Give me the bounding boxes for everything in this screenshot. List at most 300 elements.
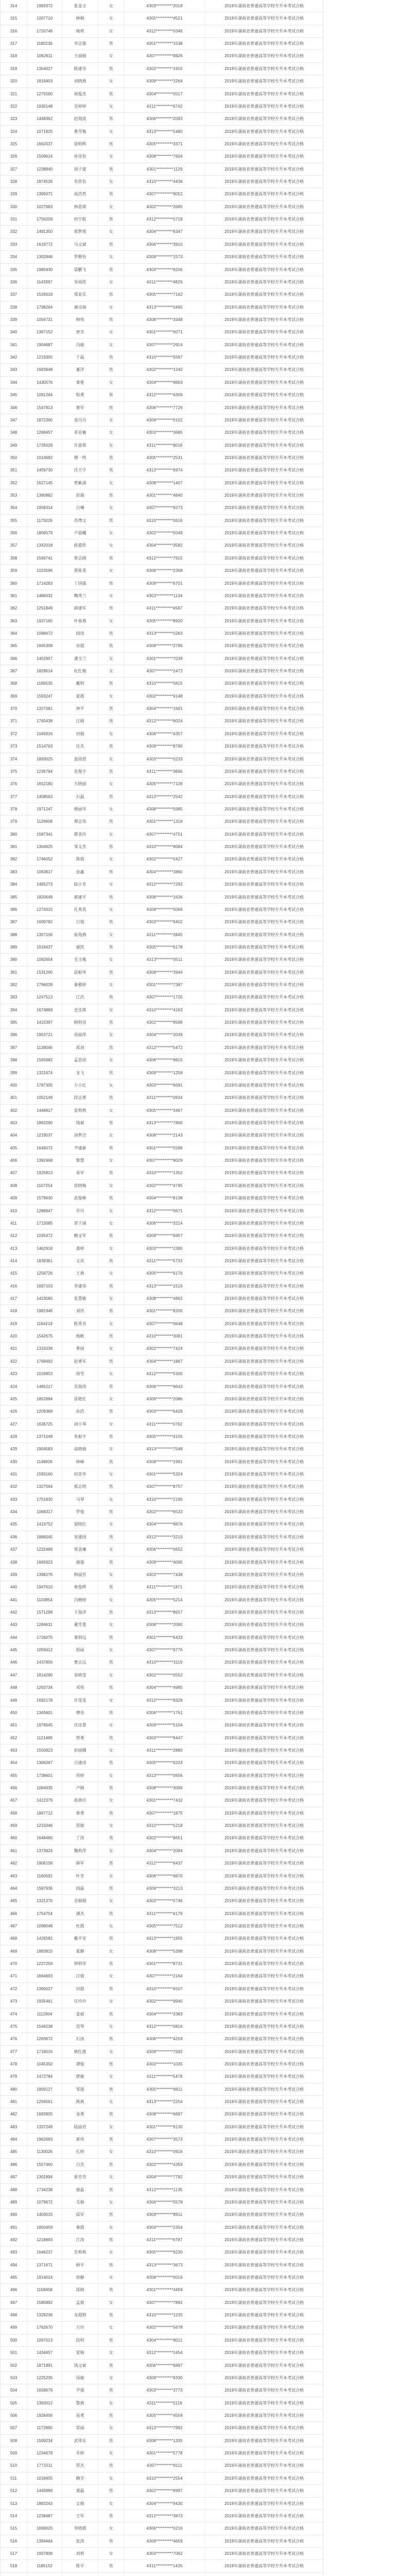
gender-cell: 男 xyxy=(98,2209,124,2221)
gender-cell: 女 xyxy=(98,276,124,288)
candidate-id-cell: 1164219 xyxy=(27,1318,62,1330)
table-row xyxy=(1,1544,323,1556)
row-number-cell: 357 xyxy=(1,539,27,551)
table-row xyxy=(1,853,323,866)
gender-cell: 女 xyxy=(98,728,124,740)
table-row xyxy=(1,1883,323,1895)
gender-cell: 男 xyxy=(98,1330,124,1342)
name-cell: 朱欣怡 xyxy=(62,176,98,188)
masked-id-number-cell: 4303**********8206 xyxy=(124,264,205,276)
candidate-id-cell: 1392468 xyxy=(27,1155,62,1166)
name-cell: 蒋燕玲 xyxy=(62,1794,98,1806)
row-number-cell: 472 xyxy=(1,1983,27,1995)
candidate-id-cell: 1284631 xyxy=(27,1619,62,1631)
gender-cell: 女 xyxy=(98,1569,124,1581)
name-cell: 雷娟 xyxy=(62,2347,98,2359)
remark-cell: 2019年湖南省普通高等学校专升本考试合格 xyxy=(225,581,304,586)
row-number-cell: 508 xyxy=(1,2435,27,2447)
gender-cell: 女 xyxy=(98,2071,124,2082)
gender-cell: 男 xyxy=(98,1682,124,1693)
masked-id-number-cell: 4310**********4163 xyxy=(124,1004,205,1016)
name-cell: 于海洋 xyxy=(62,1606,98,1618)
masked-id-number-cell: 4301**********1129 xyxy=(124,163,205,175)
gender-cell: 女 xyxy=(98,176,124,188)
table-row xyxy=(1,351,323,364)
gender-cell: 女 xyxy=(98,2146,124,2158)
gender-cell: 男 xyxy=(98,766,124,777)
candidate-id-cell: 1579630 xyxy=(27,1192,62,1204)
masked-id-number-cell: 4306**********3214 xyxy=(124,1217,205,1229)
gender-cell: 男 xyxy=(98,2334,124,2346)
table-row xyxy=(1,1267,323,1280)
gender-cell: 女 xyxy=(98,1895,124,1907)
masked-id-number-cell: 4311**********4179 xyxy=(124,1908,205,1920)
remark-cell: 2019年湖南省普通高等学校专升本考试合格 xyxy=(225,2313,304,2318)
row-number-cell: 402 xyxy=(1,1105,27,1116)
remark-cell: 2019年湖南省普通高等学校专升本考试合格 xyxy=(225,1158,304,1163)
remark-cell: 2019年湖南省普通高等学校专升本考试合格 xyxy=(225,1685,304,1690)
candidate-id-cell: 1627145 xyxy=(27,477,62,489)
masked-id-number-cell: 4310**********2190 xyxy=(124,1494,205,1505)
row-number-cell: 431 xyxy=(1,1468,27,1480)
candidate-id-cell: 1357106 xyxy=(27,929,62,941)
masked-id-number-cell: 4305**********7109 xyxy=(124,778,205,790)
name-cell: 马文斌 xyxy=(62,239,98,250)
remark-cell: 2019年湖南省普通高等学校专升本考试合格 xyxy=(225,455,304,460)
remark-cell: 2019年湖南省普通高等学校专升本考试合格 xyxy=(225,1020,304,1025)
candidate-id-cell: 1430576 xyxy=(27,377,62,388)
masked-id-number-cell: 4309**********8911 xyxy=(124,2209,205,2221)
remark-cell: 2019年湖南省普通高等学校专升本考试合格 xyxy=(225,292,304,297)
gender-cell: 男 xyxy=(98,841,124,853)
table-row xyxy=(1,1456,323,1468)
table-row xyxy=(1,201,323,213)
gender-cell: 女 xyxy=(98,653,124,665)
candidate-id-cell: 1219537 xyxy=(27,1129,62,1141)
candidate-id-cell: 1662037 xyxy=(27,138,62,150)
table-row xyxy=(1,1719,323,1732)
candidate-id-cell: 1664693 xyxy=(27,1970,62,1982)
table-row xyxy=(1,289,323,301)
remark-cell: 2019年湖南省普通高等学校专升本考试合格 xyxy=(225,1622,304,1628)
name-cell: 侯静 xyxy=(62,2272,98,2283)
row-number-cell: 480 xyxy=(1,2083,27,2095)
gender-cell: 女 xyxy=(98,778,124,790)
gender-cell: 女 xyxy=(98,226,124,238)
row-number-cell: 499 xyxy=(1,2321,27,2333)
candidate-id-cell: 1481350 xyxy=(27,226,62,238)
remark-cell: 2019年湖南省普通高等学校专升本考试合格 xyxy=(225,2061,304,2066)
table-row xyxy=(1,1092,323,1104)
gender-cell: 女 xyxy=(98,665,124,677)
table-row xyxy=(1,2560,323,2572)
name-cell: 邓亚楠 xyxy=(62,427,98,438)
gender-cell: 男 xyxy=(98,628,124,639)
row-number-cell: 436 xyxy=(1,1531,27,1543)
candidate-id-cell: 1423580 xyxy=(27,1293,62,1304)
table-body xyxy=(1,0,323,2576)
candidate-id-cell: 1286947 xyxy=(27,1205,62,1217)
gender-cell: 男 xyxy=(98,2058,124,2070)
masked-id-number-cell: 4305**********9176 xyxy=(124,1267,205,1279)
row-number-cell: 441 xyxy=(1,1594,27,1606)
remark-cell: 2019年湖南省普通高等学校专升本考试合格 xyxy=(225,2400,304,2405)
gender-cell: 女 xyxy=(98,2422,124,2434)
gender-cell: 女 xyxy=(98,50,124,62)
masked-id-number-cell xyxy=(124,2573,205,2576)
masked-id-number-cell: 4306**********7729 xyxy=(124,402,205,414)
remark-cell: 2019年湖南省普通高等学校专升本考试合格 xyxy=(225,2300,304,2305)
gender-cell: 女 xyxy=(98,1770,124,1782)
gender-cell: 女 xyxy=(98,1079,124,1091)
candidate-id-cell: 1971247 xyxy=(27,803,62,815)
name-cell: 袁丹丹 xyxy=(62,414,98,426)
candidate-id-cell: 1874526 xyxy=(27,176,62,188)
row-number-cell: 336 xyxy=(1,276,27,288)
row-number-cell: 362 xyxy=(1,602,27,614)
gender-cell: 女 xyxy=(98,1669,124,1681)
masked-id-number-cell: 4304**********6347 xyxy=(124,226,205,238)
gender-cell: 男 xyxy=(98,1142,124,1154)
gender-cell: 男 xyxy=(98,489,124,501)
remark-cell: 2019年湖南省普通高等学校专升本考试合格 xyxy=(225,104,304,109)
remark-cell: 2019年湖南省普通高等学校专升本考试合格 xyxy=(225,2250,304,2255)
masked-id-number-cell: 4306**********0216 xyxy=(124,2522,205,2534)
name-cell: 贾桂英 xyxy=(62,565,98,577)
masked-id-number-cell: 4307**********1875 xyxy=(124,1807,205,1819)
table-row xyxy=(1,2021,323,2033)
table-row xyxy=(1,2422,323,2434)
table-row xyxy=(1,1167,323,1179)
row-number-cell: 422 xyxy=(1,1355,27,1367)
candidate-id-cell: 1247513 xyxy=(27,991,62,1003)
remark-cell: 2019年湖南省普通高等学校专升本考试合格 xyxy=(225,1233,304,1239)
candidate-id-cell: 1565982 xyxy=(27,1054,62,1066)
gender-cell: 男 xyxy=(98,1067,124,1079)
table-row xyxy=(1,740,323,753)
gender-cell: 男 xyxy=(98,1581,124,1593)
candidate-id-cell: 1981946 xyxy=(27,1305,62,1317)
masked-id-number-cell: 4305**********6223 xyxy=(124,1757,205,1769)
name-cell: 邓伟 xyxy=(62,1682,98,1693)
gender-cell: 男 xyxy=(98,2159,124,2171)
table-row xyxy=(1,1606,323,1619)
name-cell: 董雪莲 xyxy=(62,1619,98,1631)
table-row xyxy=(1,2435,323,2447)
remark-cell: 2019年湖南省普通高等学校专升本考试合格 xyxy=(225,2262,304,2267)
masked-id-number-cell: 4312**********4306 xyxy=(124,389,205,401)
candidate-id-cell: 1646237 xyxy=(27,2246,62,2258)
candidate-id-cell: 1321674 xyxy=(27,1067,62,1079)
remark-cell: 2019年湖南省普通高等学校专升本考试合格 xyxy=(225,2074,304,2079)
name-cell: 易勇 xyxy=(62,2410,98,2421)
remark-cell: 2019年湖南省普通高等学校专升本考试合格 xyxy=(225,1082,304,1088)
name-cell: 梁鹏飞 xyxy=(62,264,98,276)
name-cell: 彭丽娜 xyxy=(62,1744,98,1756)
gender-cell: 男 xyxy=(98,1381,124,1393)
row-number-cell: 384 xyxy=(1,878,27,890)
row-number-cell: 438 xyxy=(1,1556,27,1568)
table-row xyxy=(1,1857,323,1870)
name-cell: 陈建华 xyxy=(62,63,98,75)
row-number-cell: 400 xyxy=(1,1079,27,1091)
candidate-id-cell: 1103854 xyxy=(27,1594,62,1606)
candidate-id-cell: 1636725 xyxy=(27,1418,62,1430)
candidate-id-cell: 1569741 xyxy=(27,552,62,564)
remark-cell: 2019年湖南省普通高等学校专升本考试合格 xyxy=(225,643,304,649)
candidate-id-cell: 1526018 xyxy=(27,289,62,300)
table-row xyxy=(1,163,323,176)
table-row xyxy=(1,489,323,502)
table-row xyxy=(1,803,323,816)
table-row xyxy=(1,615,323,628)
masked-id-number-cell: 4307**********7892 xyxy=(124,2297,205,2309)
masked-id-number-cell: 4303**********7092 xyxy=(124,2548,205,2560)
masked-id-number-cell: 4302**********0427 xyxy=(124,853,205,865)
masked-id-number-cell: 4312**********8328 xyxy=(124,1694,205,1706)
remark-cell: 2019年湖南省普通高等学校专升本考试合格 xyxy=(225,1409,304,1414)
gender-cell: 女 xyxy=(98,1029,124,1041)
candidate-id-cell: 1129608 xyxy=(27,816,62,827)
table-row xyxy=(1,841,323,853)
candidate-id-cell: 1306267 xyxy=(27,1757,62,1769)
candidate-id-cell: 1820649 xyxy=(27,891,62,903)
table-row xyxy=(1,0,323,12)
row-number-cell: 321 xyxy=(1,88,27,100)
name-cell: 金勇 xyxy=(62,2108,98,2120)
row-number-cell: 331 xyxy=(1,213,27,225)
gender-cell: 女 xyxy=(98,377,124,388)
gender-cell: 男 xyxy=(98,991,124,1003)
row-number-cell: 513 xyxy=(1,2498,27,2510)
row-number-cell: 314 xyxy=(1,0,27,12)
name-cell: 傅一鸣 xyxy=(62,452,98,464)
masked-id-number-cell: 4306**********2368 xyxy=(124,565,205,577)
row-number-cell: 461 xyxy=(1,1845,27,1857)
masked-id-number-cell: 4301**********5324 xyxy=(124,1468,205,1480)
candidate-id-cell: 1018455 xyxy=(27,2472,62,2484)
name-cell: 谭俊 xyxy=(62,2058,98,2070)
masked-id-number-cell: 4313**********0495 xyxy=(124,301,205,313)
row-number-cell: 487 xyxy=(1,2171,27,2183)
row-number-cell: 353 xyxy=(1,489,27,501)
masked-id-number-cell: 4302**********5049 xyxy=(124,527,205,539)
table-row xyxy=(1,1933,323,1945)
masked-id-number-cell: 4312**********5300 xyxy=(124,1368,205,1380)
candidate-id-cell: 1251849 xyxy=(27,602,62,614)
remark-cell: 2019年湖南省普通高等学校专升本考试合格 xyxy=(225,2112,304,2117)
table-row xyxy=(1,1280,323,1293)
remark-cell: 2019年湖南省普通高等学校专升本考试合格 xyxy=(225,141,304,146)
table-row xyxy=(1,1995,323,2008)
masked-id-number-cell: 4309**********1573 xyxy=(124,251,205,263)
row-number-cell: 387 xyxy=(1,916,27,928)
gender-cell: 女 xyxy=(98,1368,124,1380)
candidate-id-cell: 1148926 xyxy=(27,1456,62,1468)
gender-cell: 女 xyxy=(98,1105,124,1116)
candidate-id-cell: 1354027 xyxy=(27,63,62,75)
masked-id-number-cell: 4305**********5214 xyxy=(124,1594,205,1606)
gender-cell: 女 xyxy=(98,1970,124,1982)
name-cell: 余超 xyxy=(62,640,98,652)
candidate-id-cell: 1542675 xyxy=(27,1330,62,1342)
candidate-id-cell: 1398276 xyxy=(27,1569,62,1581)
table-row xyxy=(1,2133,323,2146)
gender-cell: 男 xyxy=(98,2008,124,2020)
remark-cell: 2019年湖南省普通高等学校专升本考试合格 xyxy=(225,229,304,234)
name-cell: 戴明 xyxy=(62,677,98,689)
masked-id-number-cell: 4305**********9230 xyxy=(124,2246,205,2258)
row-number-cell: 497 xyxy=(1,2297,27,2309)
name-cell: 李志强 xyxy=(62,38,98,49)
table-row xyxy=(1,1569,323,1581)
gender-cell: 女 xyxy=(98,954,124,965)
table-row xyxy=(1,1644,323,1656)
table-row xyxy=(1,1418,323,1431)
name-cell: 韩伟 xyxy=(62,314,98,326)
masked-id-number-cell: 4304**********3860 xyxy=(124,866,205,878)
remark-cell: 2019年湖南省普通高等学校专升本考试合格 xyxy=(225,1309,304,1314)
name-cell: 曹志远 xyxy=(62,1656,98,1668)
masked-id-number-cell: 4310**********2554 xyxy=(124,2472,205,2484)
row-number-cell: 360 xyxy=(1,578,27,589)
name-cell: 秦雅婷 xyxy=(62,979,98,991)
gender-cell: 女 xyxy=(98,828,124,840)
masked-id-number-cell: 4305**********3467 xyxy=(124,1105,205,1116)
remark-cell: 2019年湖南省普通高等学校专升本考试合格 xyxy=(225,2513,304,2518)
gender-cell: 女 xyxy=(98,1845,124,1857)
table-row xyxy=(1,1908,323,1920)
table-row xyxy=(1,677,323,690)
gender-cell: 男 xyxy=(98,1167,124,1179)
row-number-cell: 326 xyxy=(1,150,27,162)
masked-id-number-cell: 4307**********2914 xyxy=(124,339,205,351)
gender-cell: 女 xyxy=(98,1468,124,1480)
candidate-id-cell: 1557460 xyxy=(27,2159,62,2171)
name-cell: 白杰 xyxy=(62,2159,98,2171)
masked-id-number-cell: 4311**********4829 xyxy=(124,276,205,288)
table-row xyxy=(1,665,323,677)
row-number-cell: 386 xyxy=(1,904,27,916)
row-number-cell: 397 xyxy=(1,1042,27,1054)
remark-cell: 2019年湖南省普通高等学校专升本考试合格 xyxy=(225,2375,304,2380)
remark-cell: 2019年湖南省普通高等学校专升本考试合格 xyxy=(225,217,304,222)
table-row xyxy=(1,766,323,778)
masked-id-number-cell: 4306**********1761 xyxy=(124,1707,205,1719)
remark-cell: 2019年湖南省普通高等学校专升本考试合格 xyxy=(225,1208,304,1213)
table-row xyxy=(1,1305,323,1317)
candidate-id-cell: 1068317 xyxy=(27,1506,62,1518)
candidate-id-cell: 1652180 xyxy=(27,778,62,790)
candidate-id-cell: 1619772 xyxy=(27,239,62,250)
masked-id-number-cell: 4303**********7438 xyxy=(124,1569,205,1581)
remark-cell: 2019年湖南省普通高等学校专升本考试合格 xyxy=(225,844,304,850)
row-number-cell: 377 xyxy=(1,791,27,803)
candidate-id-cell: 1665308 xyxy=(27,640,62,652)
remark-cell: 2019年湖南省普通高等学校专升本考试合格 xyxy=(225,1371,304,1377)
table-row xyxy=(1,2522,323,2535)
table-row xyxy=(1,150,323,163)
name-cell: 薛军 xyxy=(62,1857,98,1869)
row-number-cell: 374 xyxy=(1,753,27,765)
candidate-id-cell: 1304925 xyxy=(27,841,62,853)
gender-cell: 女 xyxy=(98,1870,124,1882)
table-row xyxy=(1,2159,323,2171)
masked-id-number-cell: 4308**********7604 xyxy=(124,150,205,162)
remark-cell: 2019年湖南省普通高等学校专升本考试合格 xyxy=(225,2551,304,2556)
table-row xyxy=(1,791,323,803)
row-number-cell: 393 xyxy=(1,991,27,1003)
masked-id-number-cell: 4306**********4357 xyxy=(124,728,205,740)
remark-cell: 2019年湖南省普通高等学校专升本考试合格 xyxy=(225,1899,304,1904)
name-cell: 白俊 xyxy=(62,916,98,928)
table-row xyxy=(1,1230,323,1242)
candidate-id-cell: 1079672 xyxy=(27,2196,62,2208)
masked-id-number-cell: 4303**********9447 xyxy=(124,1732,205,1744)
gender-cell: 女 xyxy=(98,2246,124,2258)
masked-id-number-cell: 4311**********2845 xyxy=(124,929,205,941)
table-row xyxy=(1,326,323,338)
gender-cell: 女 xyxy=(98,2046,124,2058)
row-number-cell: 418 xyxy=(1,1305,27,1317)
candidate-id-cell: 1720746 xyxy=(27,25,62,37)
candidate-id-cell: 1402957 xyxy=(27,653,62,665)
name-cell: 田娟 xyxy=(62,728,98,740)
gender-cell: 男 xyxy=(98,389,124,401)
table-row xyxy=(1,753,323,766)
remark-cell: 2019年湖南省普通高等学校专升本考试合格 xyxy=(225,28,304,33)
remark-cell: 2019年湖南省普通高等学校专升本考试合格 xyxy=(225,116,304,122)
masked-id-number-cell: 4311**********8018 xyxy=(124,439,205,451)
masked-id-number-cell: 4310**********3119 xyxy=(124,1656,205,1668)
name-cell: 蔡志刚 xyxy=(62,552,98,564)
masked-id-number-cell: 4302**********4359 xyxy=(124,2159,205,2171)
masked-id-number-cell: 4308**********3796 xyxy=(124,640,205,652)
gender-cell: 男 xyxy=(98,1042,124,1054)
row-number-cell: 491 xyxy=(1,2222,27,2233)
candidate-id-cell: 1098048 xyxy=(27,1920,62,1932)
name-cell: 黄雪梅 xyxy=(62,126,98,138)
masked-id-number-cell: 4301**********9130 xyxy=(124,2121,205,2133)
table-row xyxy=(1,452,323,464)
table-row xyxy=(1,2083,323,2096)
row-number-cell: 470 xyxy=(1,1958,27,1970)
candidate-id-cell: 1697103 xyxy=(27,1280,62,1292)
row-number-cell: 388 xyxy=(1,929,27,941)
row-number-cell: 454 xyxy=(1,1757,27,1769)
masked-id-number-cell: 4303**********9402 xyxy=(124,916,205,928)
table-row xyxy=(1,464,323,477)
candidate-id-cell: 1373824 xyxy=(27,1845,62,1857)
row-number-cell: 335 xyxy=(1,264,27,276)
name-cell: 熊倩 xyxy=(62,853,98,865)
remark-cell: 2019年湖南省普通高等学校专升本考试合格 xyxy=(225,769,304,774)
name-cell: 郝伟 xyxy=(62,2133,98,2145)
table-row xyxy=(1,929,323,941)
remark-cell: 2019年湖南省普通高等学校专升本考试合格 xyxy=(225,568,304,573)
remark-cell: 2019年湖南省普通高等学校专升本考试合格 xyxy=(225,129,304,134)
table-row xyxy=(1,1494,323,1506)
remark-cell: 2019年湖南省普通高等学校专升本考试合格 xyxy=(225,1547,304,1552)
gender-cell: 女 xyxy=(98,301,124,313)
name-cell: 江浩 xyxy=(62,991,98,1003)
remark-cell: 2019年湖南省普通高等学校专升本考试合格 xyxy=(225,480,304,485)
row-number-cell: 498 xyxy=(1,2309,27,2321)
row-number-cell: 414 xyxy=(1,1255,27,1267)
gender-cell: 男 xyxy=(98,1656,124,1668)
candidate-id-cell: 1658679 xyxy=(27,2384,62,2396)
gender-cell: 女 xyxy=(98,853,124,865)
